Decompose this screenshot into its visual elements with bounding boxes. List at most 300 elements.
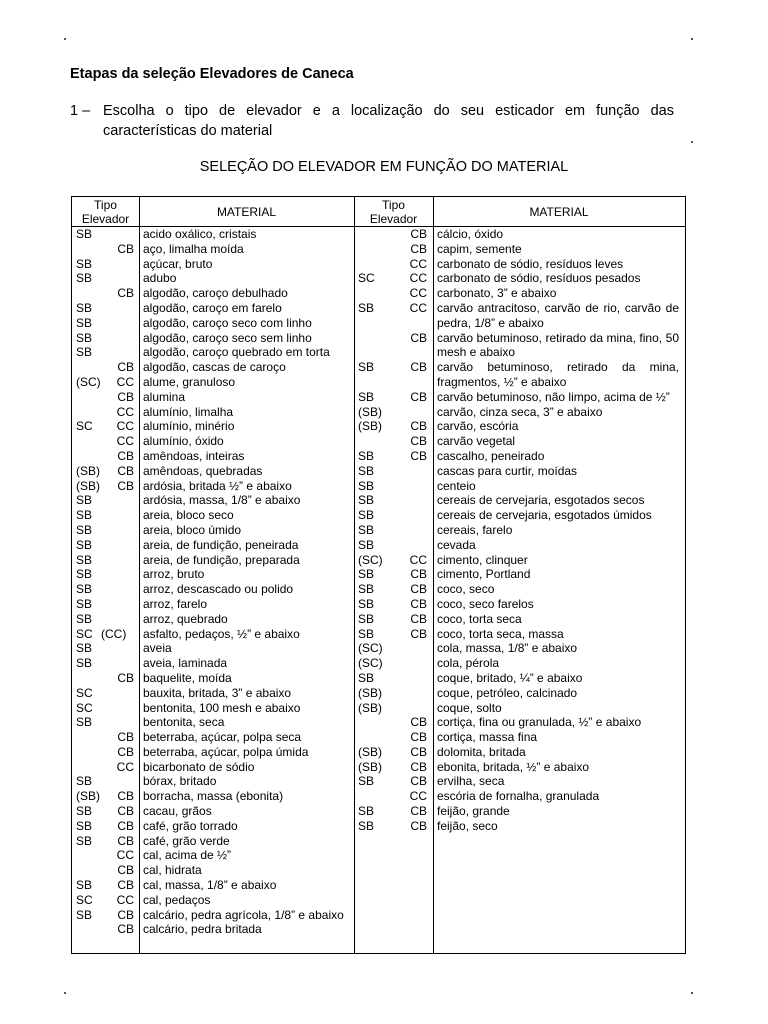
tipo-primary <box>72 745 101 760</box>
tipo-secondary <box>388 405 433 420</box>
material-cell: areia, de fundição, peneirada <box>143 537 299 552</box>
tipo-secondary <box>101 316 139 331</box>
tipo-primary <box>354 257 388 272</box>
tipo-secondary <box>101 686 139 701</box>
table-row <box>354 390 686 405</box>
tipo-primary <box>72 405 101 420</box>
material-cell: ardósia, britada ½” e abaixo <box>143 478 292 493</box>
table-row <box>354 582 686 597</box>
material-cell: cal, hidrata <box>143 863 202 878</box>
tipo-primary: SB <box>76 567 93 582</box>
material-cell: amêndoas, inteiras <box>143 448 245 463</box>
table-row <box>354 419 686 434</box>
material-cell: café, grão verde <box>143 833 230 848</box>
table-row <box>72 715 354 730</box>
material-cell: cortiça, massa fina <box>437 730 538 745</box>
tipo-primary: SB <box>76 508 93 523</box>
table-row <box>72 582 354 597</box>
tipo-primary: SB <box>76 227 93 241</box>
table-row <box>354 804 686 819</box>
tipo-secondary: CB <box>117 818 134 833</box>
material-cell: bentonita, seca <box>143 715 225 730</box>
material-cell: cal, pedaços <box>143 892 211 907</box>
tipo-secondary <box>388 686 433 701</box>
table-row <box>72 597 354 612</box>
material-cell: carvão betuminoso, não limpo, acima de ½” <box>437 389 670 404</box>
table-row <box>72 242 354 257</box>
tipo-primary: SB <box>358 582 375 597</box>
tipo-secondary: (CC) <box>101 626 127 641</box>
tipo-secondary: CB <box>410 567 427 582</box>
tipo-secondary: CB <box>117 286 134 301</box>
table-row <box>72 227 354 242</box>
table-row <box>72 390 354 405</box>
margin-dot <box>64 992 66 994</box>
tipo-secondary: CC <box>116 759 134 774</box>
material-cell: feijão, grande <box>437 804 510 819</box>
material-cell: calcário, pedra britada <box>143 922 262 937</box>
tipo-secondary: CC <box>116 848 134 863</box>
material-cell: carvão, cinza seca, 3” e abaixo <box>437 404 603 419</box>
tipo-secondary: CB <box>410 804 427 819</box>
tipo-secondary: CB <box>117 789 134 804</box>
table-row <box>72 553 354 568</box>
material-cell: calcário, pedra agrícola, 1/8” e abaixo <box>143 907 344 922</box>
tipo-secondary <box>101 612 139 627</box>
material-cell: cereais de cervejaria, esgotados úmidos <box>437 508 652 523</box>
tipo-primary: (SB) <box>76 463 100 478</box>
header-tipo-elevador-right: Tipo Elevador <box>369 197 418 226</box>
tipo-primary <box>72 434 101 449</box>
table-row <box>354 819 686 834</box>
tipo-primary <box>72 390 101 405</box>
tipo-primary: SB <box>76 300 93 315</box>
tipo-secondary: CB <box>410 774 427 789</box>
tipo-primary: SB <box>76 818 93 833</box>
tipo-primary <box>72 242 101 257</box>
tipo-primary: SB <box>358 300 375 315</box>
tipo-secondary: CB <box>410 419 427 434</box>
tipo-secondary <box>101 567 139 582</box>
tipo-primary: SB <box>76 330 93 345</box>
material-cell: ervilha, seca <box>437 774 505 789</box>
material-cell: alume, granuloso <box>143 374 236 389</box>
material-cell: carvão vegetal <box>437 434 516 449</box>
table-row <box>354 760 686 775</box>
tipo-primary <box>72 760 101 775</box>
material-cell: areia, de fundição, preparada <box>143 552 300 567</box>
material-cell: carbonato, 3” e abaixo <box>437 286 557 301</box>
tipo-primary <box>354 715 388 730</box>
tipo-secondary <box>388 493 433 508</box>
material-cell: coco, seco farelos <box>437 596 534 611</box>
material-cell: cola, pérola <box>437 656 500 671</box>
material-cell: alumínio, limalha <box>143 404 234 419</box>
tipo-primary: SB <box>76 774 93 789</box>
table-row <box>72 878 354 893</box>
tipo-secondary: CB <box>117 360 134 375</box>
tipo-primary: SB <box>76 345 93 360</box>
material-cell: baquelite, moída <box>143 670 232 685</box>
table-row <box>354 331 686 361</box>
tipo-secondary: CB <box>117 241 134 256</box>
tipo-primary: SC <box>76 892 93 907</box>
table-row <box>354 449 686 464</box>
material-cell: carvão betuminoso, retirado da mina, fragmentos, ½” e abaixo <box>437 360 679 389</box>
tipo-primary: SB <box>358 670 375 685</box>
table-row <box>72 760 354 775</box>
material-cell: arroz, farelo <box>143 596 208 611</box>
tipo-primary <box>354 242 388 257</box>
tipo-primary: SB <box>76 596 93 611</box>
tipo-secondary: CB <box>117 448 134 463</box>
tipo-secondary <box>101 227 139 242</box>
tipo-secondary: CB <box>117 670 134 685</box>
tipo-primary: SB <box>358 537 375 552</box>
material-cell: alumínio, minério <box>143 419 235 434</box>
table-row <box>354 597 686 612</box>
material-cell: coque, solto <box>437 700 502 715</box>
material-cell: coco, torta seca, massa <box>437 626 564 641</box>
tipo-secondary: CC <box>116 419 134 434</box>
tipo-primary <box>354 730 388 745</box>
tipo-secondary: CB <box>410 330 427 345</box>
tipo-secondary: CB <box>410 360 427 375</box>
tipo-primary <box>354 331 388 361</box>
tipo-primary <box>72 449 101 464</box>
material-cell: aço, limalha moída <box>143 241 244 256</box>
material-cell: café, grão torrado <box>143 818 238 833</box>
tipo-secondary: CB <box>410 730 427 745</box>
tipo-secondary <box>101 597 139 612</box>
table-row <box>354 257 686 272</box>
material-cell: cal, massa, 1/8” e abaixo <box>143 878 277 893</box>
tipo-primary: SB <box>76 715 93 730</box>
tipo-primary: SB <box>76 315 93 330</box>
tipo-primary: SB <box>76 878 93 893</box>
material-cell: bentonita, 100 mesh e abaixo <box>143 700 301 715</box>
tipo-secondary: CC <box>409 300 427 315</box>
tipo-secondary <box>388 656 433 671</box>
tipo-primary: (SB) <box>358 419 382 434</box>
table-row <box>72 345 354 360</box>
tipo-secondary <box>101 715 139 730</box>
tipo-secondary <box>101 553 139 568</box>
table-row <box>72 834 354 849</box>
material-cell: capim, semente <box>437 241 522 256</box>
table-row <box>72 671 354 686</box>
table-row <box>354 464 686 479</box>
tipo-primary: SB <box>358 596 375 611</box>
tipo-primary <box>354 789 388 804</box>
table-row <box>72 523 354 538</box>
table-row <box>354 493 686 508</box>
tipo-primary <box>354 434 388 449</box>
tipo-primary: SB <box>358 567 375 582</box>
tipo-primary: SB <box>76 656 93 671</box>
material-cell: carvão, escória <box>437 419 519 434</box>
tipo-secondary: CB <box>117 863 134 878</box>
material-cell: carvão antracitoso, carvão de rio, carvão de pedra, 1/8” e abaixo <box>437 300 679 330</box>
material-cell: asfalto, pedaços, ½” e abaixo <box>143 626 300 641</box>
tipo-primary <box>354 286 388 301</box>
table-row <box>354 789 686 804</box>
table-row <box>354 627 686 642</box>
selection-table <box>71 196 686 954</box>
tipo-secondary: CC <box>116 434 134 449</box>
tipo-primary: SC <box>76 626 93 641</box>
table-row <box>354 774 686 789</box>
tipo-primary: SB <box>358 522 375 537</box>
material-cell: amêndoas, quebradas <box>143 463 263 478</box>
tipo-primary: SB <box>76 833 93 848</box>
tipo-primary: SB <box>76 804 93 819</box>
material-cell: algodão, caroço em farelo <box>143 300 282 315</box>
tipo-secondary: CB <box>410 596 427 611</box>
tipo-primary: SB <box>76 271 93 286</box>
table-row <box>354 360 686 390</box>
table-row <box>72 789 354 804</box>
tipo-primary <box>354 227 388 242</box>
table-row <box>72 656 354 671</box>
table-row <box>72 922 354 937</box>
table-row <box>72 804 354 819</box>
table-row <box>354 567 686 582</box>
material-cell: arroz, bruto <box>143 567 205 582</box>
tipo-primary: SB <box>76 256 93 271</box>
table-row <box>72 360 354 375</box>
material-cell: cacau, grãos <box>143 804 212 819</box>
tipo-primary: SB <box>76 907 93 922</box>
table-row <box>72 493 354 508</box>
instruction-line-1: Escolha o tipo de elevador e a localização do seu esticador em função das <box>103 103 674 119</box>
tipo-primary: (SC) <box>358 552 383 567</box>
tipo-primary: SC <box>358 271 375 286</box>
tipo-primary: (SC) <box>76 374 101 389</box>
table-row <box>72 893 354 908</box>
tipo-secondary <box>388 701 433 716</box>
material-cell: algodão, cascas de caroço <box>143 360 286 375</box>
tipo-primary: SB <box>76 522 93 537</box>
material-cell: areia, bloco úmido <box>143 522 242 537</box>
material-cell: bauxita, britada, 3” e abaixo <box>143 685 292 700</box>
tipo-primary: SB <box>358 508 375 523</box>
tipo-primary: (SC) <box>358 641 383 656</box>
tipo-secondary: CB <box>117 463 134 478</box>
tipo-secondary: CB <box>117 730 134 745</box>
material-cell: ebonita, britada, ½” e abaixo <box>437 759 590 774</box>
tipo-secondary: CB <box>117 907 134 922</box>
tipo-primary: SB <box>358 611 375 626</box>
tipo-secondary: CB <box>117 478 134 493</box>
tipo-primary: SB <box>76 552 93 567</box>
tipo-secondary <box>388 671 433 686</box>
table-title: SELEÇÃO DO ELEVADOR EM FUNÇÃO DO MATERIAL <box>199 159 569 175</box>
tipo-primary <box>72 360 101 375</box>
tipo-secondary <box>101 538 139 553</box>
tipo-secondary: CB <box>410 818 427 833</box>
tipo-secondary <box>388 508 433 523</box>
tipo-secondary: CC <box>116 892 134 907</box>
material-cell: carbonato de sódio, resíduos leves <box>437 256 624 271</box>
header-tipo-elevador-left: Tipo Elevador <box>81 197 130 226</box>
tipo-primary <box>72 730 101 745</box>
table-row <box>72 286 354 301</box>
tipo-secondary: CB <box>410 434 427 449</box>
material-cell: algodão, caroço seco com linho <box>143 315 312 330</box>
table-row <box>354 641 686 656</box>
tipo-secondary <box>101 656 139 671</box>
table-row <box>354 612 686 627</box>
tipo-secondary: CB <box>117 389 134 404</box>
table-row <box>354 286 686 301</box>
material-cell: aveia <box>143 641 172 656</box>
tipo-secondary <box>101 523 139 538</box>
material-cell: borracha, massa (ebonita) <box>143 789 284 804</box>
material-cell: cálcio, óxido <box>437 227 504 241</box>
material-cell: algodão, caroço quebrado em torta <box>143 345 330 360</box>
table-row <box>72 271 354 286</box>
section-heading: Etapas da seleção Elevadores de Caneca <box>70 66 354 82</box>
tipo-secondary <box>101 301 139 316</box>
material-cell: cal, acima de ½” <box>143 848 232 863</box>
table-row <box>72 848 354 863</box>
margin-dot <box>691 38 693 40</box>
material-cell: beterraba, açúcar, polpa úmida <box>143 744 309 759</box>
table-row <box>72 331 354 346</box>
material-cell: acido oxálico, cristais <box>143 227 257 241</box>
table-row <box>354 479 686 494</box>
table-row <box>72 257 354 272</box>
material-cell: cola, massa, 1/8” e abaixo <box>437 641 578 656</box>
tipo-primary: SB <box>358 448 375 463</box>
tipo-secondary: CB <box>117 922 134 937</box>
tipo-secondary <box>101 257 139 272</box>
tipo-primary: (SB) <box>358 744 382 759</box>
table-row <box>354 434 686 449</box>
tipo-primary: SB <box>76 641 93 656</box>
material-cell: cereais, farelo <box>437 522 513 537</box>
tipo-primary: SB <box>76 611 93 626</box>
tipo-secondary: CB <box>410 389 427 404</box>
left-column-rows <box>72 227 354 937</box>
material-cell: carvão betuminoso, retirado da mina, fino, 50 mesh e abaixo <box>437 330 679 360</box>
material-cell: açúcar, bruto <box>143 256 213 271</box>
instruction-line-2: características do material <box>103 123 273 139</box>
tipo-primary: SB <box>358 360 375 375</box>
tipo-primary: SB <box>358 626 375 641</box>
table-row <box>354 523 686 538</box>
table-row <box>72 908 354 923</box>
table-row <box>354 686 686 701</box>
material-cell: dolomita, britada <box>437 744 526 759</box>
tipo-secondary: CB <box>410 611 427 626</box>
table-row <box>354 301 686 331</box>
material-cell: carbonato de sódio, resíduos pesados <box>437 271 641 286</box>
table-row <box>354 508 686 523</box>
header-material-left: MATERIAL <box>216 204 277 219</box>
tipo-secondary: CC <box>409 789 427 804</box>
tipo-secondary: CB <box>117 878 134 893</box>
tipo-primary: SB <box>358 478 375 493</box>
material-cell: bórax, britado <box>143 774 217 789</box>
header-material-right: MATERIAL <box>529 204 589 219</box>
table-row <box>72 449 354 464</box>
tipo-secondary: CB <box>410 448 427 463</box>
material-cell: cascas para curtir, moídas <box>437 463 578 478</box>
table-row <box>354 271 686 286</box>
table-row <box>72 567 354 582</box>
tipo-secondary: CB <box>117 833 134 848</box>
table-row <box>72 301 354 316</box>
tipo-secondary <box>388 523 433 538</box>
table-row <box>72 464 354 479</box>
tipo-primary <box>72 671 101 686</box>
table-row <box>72 612 354 627</box>
material-cell: arroz, descascado ou polido <box>143 582 294 597</box>
table-row <box>354 730 686 745</box>
tipo-secondary <box>101 271 139 286</box>
table-row <box>72 375 354 390</box>
table-row <box>72 774 354 789</box>
table-row <box>72 745 354 760</box>
tipo-secondary <box>388 479 433 494</box>
material-cell: algodão, caroço seco sem linho <box>143 330 312 345</box>
tipo-primary: SB <box>358 463 375 478</box>
tipo-secondary: CC <box>409 286 427 301</box>
tipo-primary: SB <box>358 774 375 789</box>
material-cell: cimento, Portland <box>437 567 531 582</box>
material-cell: cereais de cervejaria, esgotados secos <box>437 493 645 508</box>
tipo-primary <box>72 922 101 937</box>
tipo-primary: SB <box>358 818 375 833</box>
table-row <box>72 863 354 878</box>
tipo-primary: SC <box>76 419 93 434</box>
material-cell: coque, britado, ¼” e abaixo <box>437 670 583 685</box>
table-row <box>354 715 686 730</box>
table-row <box>354 553 686 568</box>
material-cell: ardósia, massa, 1/8” e abaixo <box>143 493 301 508</box>
right-column-rows <box>354 227 686 834</box>
tipo-secondary: CB <box>410 759 427 774</box>
material-cell: beterraba, açúcar, polpa seca <box>143 730 302 745</box>
tipo-secondary <box>101 345 139 360</box>
tipo-secondary: CB <box>410 227 427 241</box>
tipo-primary: SB <box>76 582 93 597</box>
table-row <box>72 730 354 745</box>
tipo-secondary: CC <box>116 404 134 419</box>
tipo-secondary <box>388 641 433 656</box>
tipo-primary: (SC) <box>358 656 383 671</box>
tipo-secondary: CB <box>117 744 134 759</box>
material-cell: aveia, laminada <box>143 656 228 671</box>
table-row <box>72 508 354 523</box>
tipo-secondary: CB <box>410 582 427 597</box>
instruction-paragraph <box>70 101 674 141</box>
table-row <box>72 686 354 701</box>
material-cell: arroz, quebrado <box>143 611 228 626</box>
table-row <box>354 671 686 686</box>
tipo-secondary <box>388 538 433 553</box>
tipo-secondary: CC <box>409 552 427 567</box>
tipo-secondary <box>101 701 139 716</box>
material-cell: feijão, seco <box>437 818 498 833</box>
tipo-secondary: CC <box>116 374 134 389</box>
material-cell: cevada <box>437 537 476 552</box>
instruction-number: 1 – <box>70 103 91 119</box>
material-cell: coque, petróleo, calcinado <box>437 685 578 700</box>
material-cell: escória de fornalha, granulada <box>437 789 600 804</box>
